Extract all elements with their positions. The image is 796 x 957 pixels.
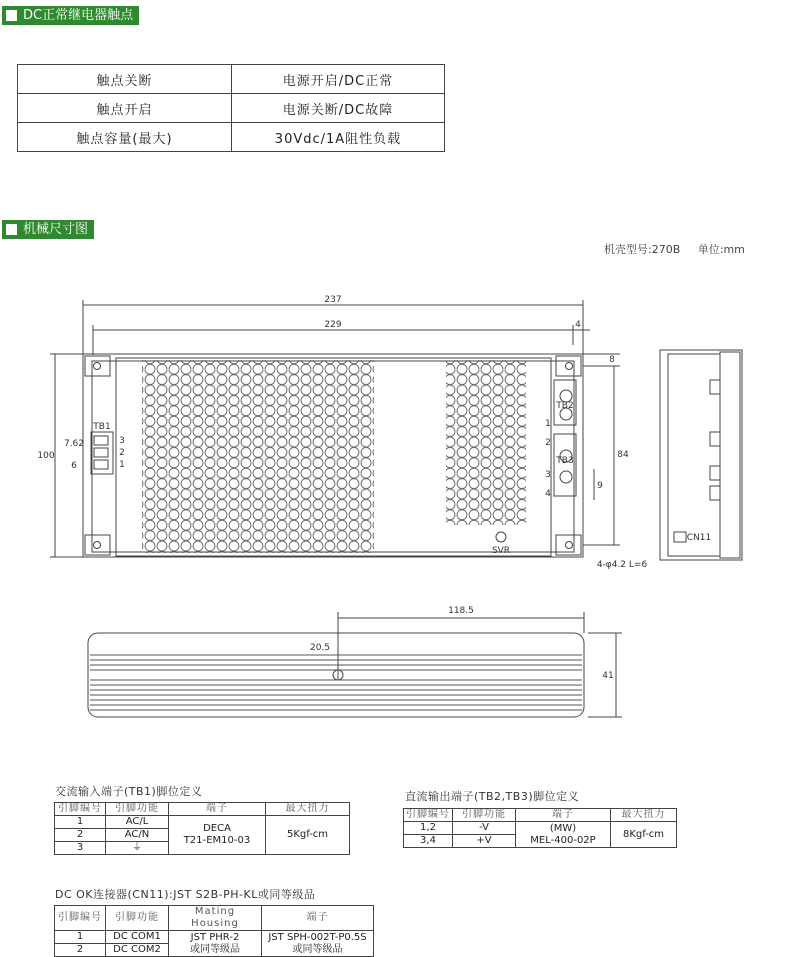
cell: DC COM1 — [106, 931, 169, 944]
tb2-label: TB2 — [556, 401, 574, 411]
terminal-cell: JST SPH-002T-P0.5S 或同等级品 — [262, 931, 374, 957]
header: 端子 — [169, 803, 266, 816]
terminal-cell: (MW) MEL-400-02P — [516, 822, 611, 848]
torque-cell: 8Kgf-cm — [611, 822, 677, 848]
tb2-pin: 1 — [545, 419, 551, 429]
tb3-pin: 4 — [545, 489, 551, 499]
cell: 触点容量(最大) — [18, 123, 232, 152]
header: Mating Housing — [169, 906, 262, 931]
cn-table-caption: DC OK连接器(CN11):JST S2B-PH-KL或同等级品 — [55, 888, 316, 901]
header: 端子 — [516, 809, 611, 822]
dim-762: 7.62 — [63, 439, 85, 449]
dim-237: 237 — [324, 295, 342, 305]
section-title: 机械尺寸图 — [23, 222, 89, 237]
tb1-label: TB1 — [93, 422, 111, 432]
header: 引脚功能 — [106, 906, 169, 931]
cn11-label: CN11 — [686, 533, 712, 543]
unit-label: 单位:mm — [697, 243, 745, 256]
tb1-pin: 3 — [119, 436, 125, 446]
cell: 1 — [55, 931, 106, 944]
header: 引脚功能 — [453, 809, 516, 822]
cell: 电源关断/DC故障 — [232, 94, 445, 123]
ac-table-caption: 交流输入端子(TB1)脚位定义 — [55, 785, 203, 798]
cell: 电源开启/DC正常 — [232, 65, 445, 94]
cell: 3 — [55, 842, 106, 855]
tb3-pin: 3 — [545, 470, 551, 480]
header: 最大扭力 — [266, 803, 350, 816]
header: 端子 — [262, 906, 374, 931]
tb3-label: TB3 — [556, 456, 574, 466]
housing-cell: JST PHR-2 或同等级品 — [169, 931, 262, 957]
cell: DC COM2 — [106, 944, 169, 957]
hole-note: 4-φ4.2 L=6 — [596, 560, 648, 570]
cell: 触点开启 — [18, 94, 232, 123]
header: 引脚编号 — [55, 803, 106, 816]
model-label: 机壳型号:270B — [604, 243, 681, 256]
dim-20-5: 20.5 — [309, 643, 331, 653]
cell: 2 — [55, 944, 106, 957]
cell: 触点关断 — [18, 65, 232, 94]
ac-table — [54, 802, 350, 855]
dc-table-caption: 直流输出端子(TB2,TB3)脚位定义 — [405, 790, 580, 803]
dc-table — [403, 808, 677, 848]
cell: AC/N — [106, 829, 169, 842]
dim-100: 100 — [37, 451, 55, 461]
dim-6: 6 — [71, 461, 77, 471]
cell: 1,2 — [404, 822, 453, 835]
cell: 3,4 — [404, 835, 453, 848]
cell: +V — [453, 835, 516, 848]
ground-icon: ⏚ — [106, 842, 169, 855]
torque-cell: 5Kgf-cm — [266, 816, 350, 855]
tb1-pin: 2 — [119, 448, 125, 458]
tb2-pin: 2 — [545, 438, 551, 448]
cell: AC/L — [106, 816, 169, 829]
dim-84: 84 — [617, 450, 629, 460]
dim-9: 9 — [597, 481, 603, 491]
header: 引脚功能 — [106, 803, 169, 816]
svr-label: SVR — [491, 546, 511, 556]
section-title: DC正常继电器触点 — [23, 8, 134, 23]
dim-4: 4 — [575, 320, 581, 330]
dim-8: 8 — [609, 355, 615, 365]
cell: 2 — [55, 829, 106, 842]
dim-118-5: 118.5 — [448, 606, 474, 616]
tb1-pin: 1 — [119, 460, 125, 470]
header: 引脚编号 — [404, 809, 453, 822]
header: 最大扭力 — [611, 809, 677, 822]
dim-41: 41 — [602, 671, 614, 681]
terminal-cell: DECA T21-EM10-03 — [169, 816, 266, 855]
cn-table — [54, 905, 374, 957]
cell: -V — [453, 822, 516, 835]
dim-229: 229 — [324, 320, 342, 330]
cell: 30Vdc/1A阻性负载 — [232, 123, 445, 152]
header: 引脚编号 — [55, 906, 106, 931]
cell: 1 — [55, 816, 106, 829]
